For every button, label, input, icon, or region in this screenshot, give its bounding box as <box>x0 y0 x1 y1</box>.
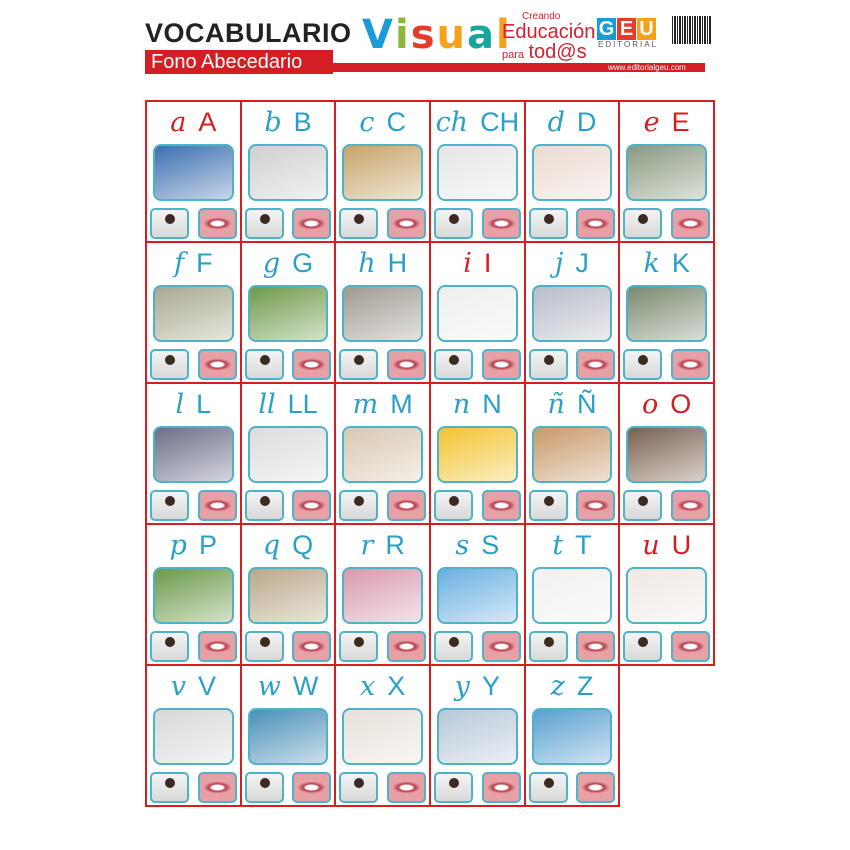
uppercase-letter: I <box>483 248 492 278</box>
letter-card-t <box>526 525 621 666</box>
uppercase-letter: S <box>481 530 500 560</box>
sign-gesture-photo <box>150 490 189 521</box>
word-picture <box>532 144 613 201</box>
mouth-position-photo <box>292 349 331 380</box>
lowercase-letter: v <box>170 671 186 702</box>
letter-heading <box>147 106 240 139</box>
letter-card-z <box>526 666 621 807</box>
sign-gesture-photo <box>245 490 284 521</box>
sign-gesture-photo <box>339 490 378 521</box>
mouth-position-photo <box>198 631 237 662</box>
uppercase-letter: CH <box>480 107 520 137</box>
lowercase-letter: w <box>257 671 281 702</box>
sign-gesture-photo <box>434 349 473 380</box>
sign-gesture-photo <box>529 772 568 803</box>
letter-card-a <box>147 102 242 243</box>
visual-letter: a <box>466 12 494 58</box>
uppercase-letter: Y <box>481 671 500 701</box>
sign-gesture-photo <box>150 208 189 239</box>
sign-gesture-photo <box>434 208 473 239</box>
letter-heading <box>242 529 335 562</box>
visual-letter: l <box>495 12 510 58</box>
letter-heading <box>620 247 713 280</box>
letter-heading <box>431 247 524 280</box>
letter-heading <box>336 529 429 562</box>
word-picture <box>153 144 234 201</box>
lowercase-letter: t <box>552 530 564 561</box>
educacion-text: Educación <box>502 21 596 43</box>
lowercase-letter: b <box>264 107 282 138</box>
geu-letter: U <box>637 18 656 40</box>
sign-gesture-photo <box>245 772 284 803</box>
uppercase-letter: E <box>671 107 690 137</box>
para-text: para <box>502 49 525 61</box>
lowercase-letter: ch <box>435 107 469 138</box>
mouth-position-photo <box>198 772 237 803</box>
lowercase-letter: a <box>170 107 187 138</box>
letter-heading <box>526 529 619 562</box>
lowercase-letter: r <box>360 530 374 561</box>
sign-gesture-photo <box>529 349 568 380</box>
letter-card-h <box>336 243 431 384</box>
sign-gesture-photo <box>150 349 189 380</box>
letter-card-c <box>336 102 431 243</box>
mouth-position-photo <box>198 490 237 521</box>
letter-card-n <box>431 384 526 525</box>
mouth-position-photo <box>292 208 331 239</box>
uppercase-letter: D <box>576 107 597 137</box>
uppercase-letter: R <box>385 530 405 560</box>
poster-subtitle: Fono Abecedario <box>145 50 333 74</box>
mouth-position-photo <box>482 349 521 380</box>
mouth-position-photo <box>387 208 426 239</box>
mouth-position-photo <box>482 772 521 803</box>
letter-heading <box>336 106 429 139</box>
sign-gesture-photo <box>150 631 189 662</box>
letter-card-k <box>620 243 715 384</box>
uppercase-letter: G <box>292 248 314 278</box>
letter-card-r <box>336 525 431 666</box>
letter-card-q <box>242 525 337 666</box>
word-picture <box>626 567 707 624</box>
lowercase-letter: d <box>547 107 565 138</box>
word-picture <box>626 144 707 201</box>
mouth-position-photo <box>292 772 331 803</box>
uppercase-letter: N <box>482 389 502 419</box>
lowercase-letter: i <box>463 248 472 279</box>
lowercase-letter: ll <box>258 389 276 420</box>
mouth-position-photo <box>387 631 426 662</box>
letter-heading <box>431 529 524 562</box>
word-picture <box>626 285 707 342</box>
mouth-position-photo <box>292 490 331 521</box>
word-picture <box>153 426 234 483</box>
letter-heading <box>336 247 429 280</box>
mouth-position-photo <box>576 490 615 521</box>
word-picture <box>437 708 518 765</box>
uppercase-letter: A <box>198 107 217 137</box>
lowercase-letter: e <box>643 107 660 138</box>
uppercase-letter: T <box>575 530 592 560</box>
sign-gesture-photo <box>339 631 378 662</box>
letter-card-ll <box>242 384 337 525</box>
uppercase-letter: J <box>575 248 589 278</box>
sign-gesture-photo <box>623 349 662 380</box>
sign-gesture-photo <box>434 772 473 803</box>
sign-gesture-photo <box>529 208 568 239</box>
lowercase-letter: o <box>642 389 659 420</box>
word-picture <box>153 285 234 342</box>
uppercase-letter: LL <box>287 389 318 419</box>
sign-gesture-photo <box>529 490 568 521</box>
letter-heading <box>526 670 619 703</box>
creando-text: Creando <box>522 11 561 22</box>
word-picture <box>342 708 423 765</box>
sign-gesture-photo <box>434 490 473 521</box>
uppercase-letter: Z <box>576 671 594 701</box>
lowercase-letter: h <box>358 248 376 279</box>
alphabet-grid <box>145 100 715 807</box>
letter-heading <box>526 388 619 421</box>
lowercase-letter: j <box>555 248 564 279</box>
letter-heading <box>431 106 524 139</box>
uppercase-letter: M <box>390 389 413 419</box>
uppercase-letter: Ñ <box>576 389 597 419</box>
letter-card-v <box>147 666 242 807</box>
letter-card-g <box>242 243 337 384</box>
word-picture <box>342 144 423 201</box>
word-picture <box>342 426 423 483</box>
visual-letter: s <box>410 12 435 58</box>
letter-card-j <box>526 243 621 384</box>
lowercase-letter: g <box>262 248 281 279</box>
word-picture <box>248 285 329 342</box>
word-picture <box>153 567 234 624</box>
lowercase-letter: z <box>550 671 565 702</box>
letter-heading <box>526 106 619 139</box>
visual-letter: V <box>362 12 393 58</box>
word-picture <box>437 144 518 201</box>
sign-gesture-photo <box>339 772 378 803</box>
sign-gesture-photo <box>529 631 568 662</box>
word-picture <box>248 567 329 624</box>
sign-gesture-photo <box>245 349 284 380</box>
sign-gesture-photo <box>245 208 284 239</box>
letter-card-ñ <box>526 384 621 525</box>
mouth-position-photo <box>387 490 426 521</box>
letter-card-l <box>147 384 242 525</box>
word-picture <box>437 285 518 342</box>
letter-card-u <box>620 525 715 666</box>
letter-card-y <box>431 666 526 807</box>
word-picture <box>342 285 423 342</box>
sign-gesture-photo <box>623 631 662 662</box>
lowercase-letter: f <box>174 248 185 279</box>
word-picture <box>248 144 329 201</box>
letter-heading <box>242 106 335 139</box>
word-picture <box>342 567 423 624</box>
letter-card-p <box>147 525 242 666</box>
lowercase-letter: m <box>352 389 379 420</box>
word-picture <box>437 567 518 624</box>
letter-card-b <box>242 102 337 243</box>
mouth-position-photo <box>671 208 710 239</box>
letter-heading <box>242 670 335 703</box>
letter-heading <box>147 247 240 280</box>
website-url: www.editorialgeu.com <box>608 63 686 72</box>
word-picture <box>532 426 613 483</box>
geu-letter: E <box>617 18 636 40</box>
uppercase-letter: V <box>197 671 216 701</box>
geu-letter: G <box>598 18 615 40</box>
lowercase-letter: s <box>455 530 470 561</box>
word-picture <box>532 708 613 765</box>
mouth-position-photo <box>576 772 615 803</box>
uppercase-letter: U <box>671 530 692 560</box>
sign-gesture-photo <box>339 349 378 380</box>
word-picture <box>248 426 329 483</box>
lowercase-letter: k <box>643 248 660 279</box>
mouth-position-photo <box>576 631 615 662</box>
uppercase-letter: P <box>198 530 217 560</box>
mouth-position-photo <box>671 349 710 380</box>
letter-heading <box>242 388 335 421</box>
creando-educacion-logo <box>502 11 596 63</box>
letter-card-d <box>526 102 621 243</box>
poster-title: VOCABULARIO <box>145 18 352 48</box>
word-picture <box>532 567 613 624</box>
geu-logo <box>597 18 659 49</box>
uppercase-letter: C <box>386 107 406 137</box>
uppercase-letter: O <box>670 389 692 419</box>
uppercase-letter: X <box>387 671 406 701</box>
lowercase-letter: q <box>262 530 281 561</box>
mouth-position-photo <box>387 772 426 803</box>
mouth-position-photo <box>482 490 521 521</box>
visual-letter: i <box>394 12 409 58</box>
mouth-position-photo <box>482 208 521 239</box>
letter-card-m <box>336 384 431 525</box>
mouth-position-photo <box>387 349 426 380</box>
mouth-position-photo <box>482 631 521 662</box>
letter-card-x <box>336 666 431 807</box>
lowercase-letter: l <box>175 389 185 420</box>
uppercase-letter: K <box>671 248 690 278</box>
uppercase-letter: L <box>196 389 212 419</box>
letter-card-i <box>431 243 526 384</box>
letter-card-o <box>620 384 715 525</box>
uppercase-letter: F <box>196 248 213 278</box>
uppercase-letter: B <box>293 107 312 137</box>
letter-heading <box>620 106 713 139</box>
letter-card-f <box>147 243 242 384</box>
letter-heading <box>242 247 335 280</box>
letter-heading <box>336 388 429 421</box>
sign-gesture-photo <box>245 631 284 662</box>
barcode <box>672 16 712 44</box>
letter-heading <box>431 388 524 421</box>
editorial-text: EDITORIAL <box>597 40 659 49</box>
word-picture <box>153 708 234 765</box>
letter-heading <box>147 529 240 562</box>
letter-heading <box>336 670 429 703</box>
mouth-position-photo <box>671 631 710 662</box>
letter-card-w <box>242 666 337 807</box>
lowercase-letter: p <box>169 530 187 561</box>
word-picture <box>626 426 707 483</box>
sign-gesture-photo <box>623 490 662 521</box>
mouth-position-photo <box>292 631 331 662</box>
mouth-position-photo <box>576 208 615 239</box>
visual-logo <box>362 12 512 58</box>
lowercase-letter: ñ <box>547 389 565 420</box>
letter-heading <box>620 529 713 562</box>
uppercase-letter: H <box>387 248 408 278</box>
letter-card-s <box>431 525 526 666</box>
letter-heading <box>147 388 240 421</box>
visual-letter: u <box>436 12 465 58</box>
lowercase-letter: x <box>360 671 376 702</box>
letter-heading <box>431 670 524 703</box>
todos-text: tod@s <box>528 41 587 63</box>
lowercase-letter: c <box>359 107 375 138</box>
letter-card-ch <box>431 102 526 243</box>
letter-heading <box>620 388 713 421</box>
word-picture <box>437 426 518 483</box>
sign-gesture-photo <box>434 631 473 662</box>
sign-gesture-photo <box>339 208 378 239</box>
letter-card-e <box>620 102 715 243</box>
lowercase-letter: n <box>452 389 471 420</box>
word-picture <box>248 708 329 765</box>
mouth-position-photo <box>198 349 237 380</box>
word-picture <box>532 285 613 342</box>
lowercase-letter: y <box>454 671 470 702</box>
lowercase-letter: u <box>642 530 660 561</box>
uppercase-letter: W <box>292 671 319 701</box>
sign-gesture-photo <box>623 208 662 239</box>
letter-heading <box>526 247 619 280</box>
uppercase-letter: Q <box>292 530 314 560</box>
letter-heading <box>147 670 240 703</box>
mouth-position-photo <box>671 490 710 521</box>
mouth-position-photo <box>198 208 237 239</box>
mouth-position-photo <box>576 349 615 380</box>
sign-gesture-photo <box>150 772 189 803</box>
